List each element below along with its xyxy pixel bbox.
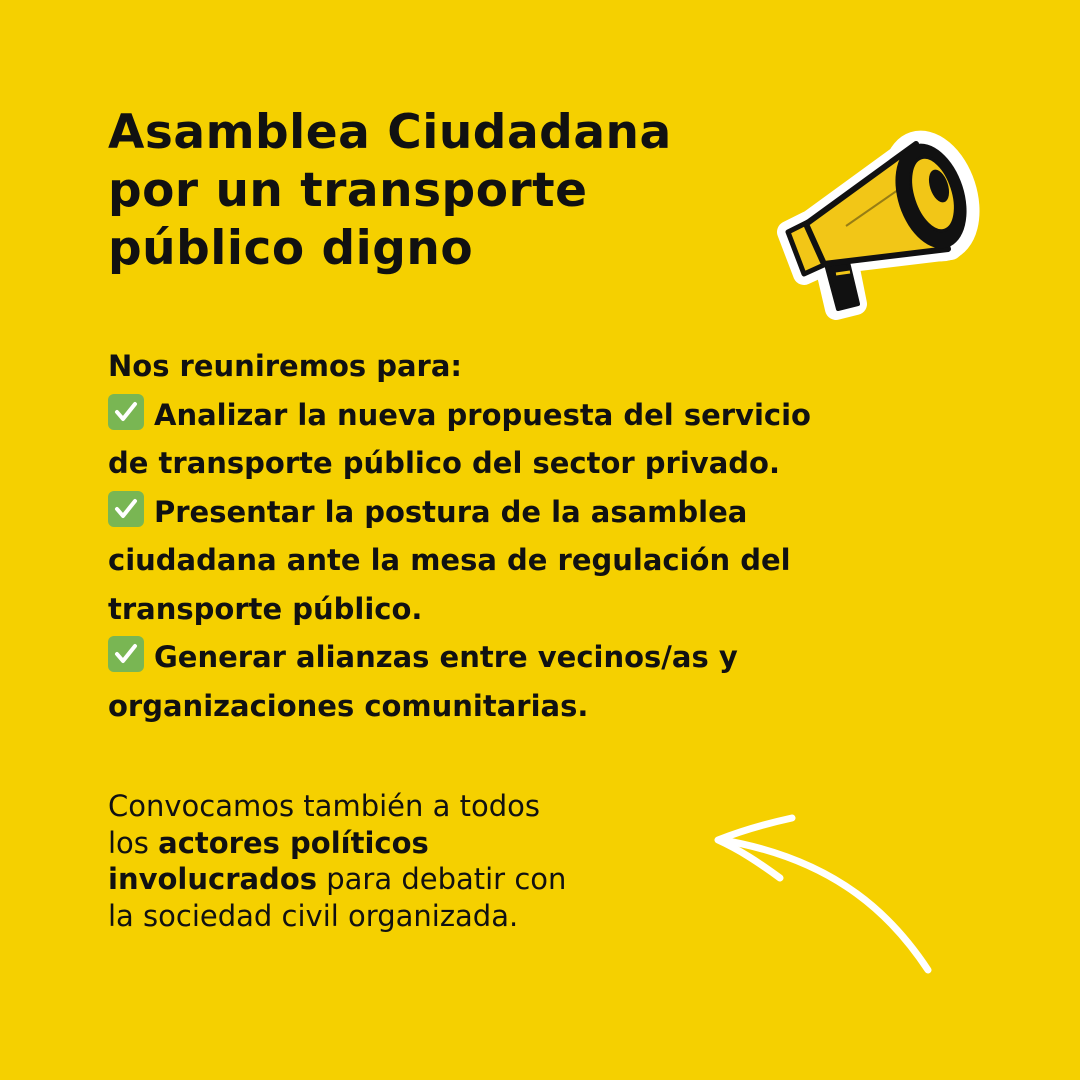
invitation-emphasis: actores políticos bbox=[158, 825, 429, 860]
agenda-item-1-line-2: de transporte público del sector privado. bbox=[108, 446, 780, 480]
agenda-item-2-line-2: ciudadana ante la mesa de regulación del bbox=[108, 543, 791, 577]
agenda-item-3-line-2: organizaciones comunitarias. bbox=[108, 688, 589, 723]
check-mark-icon bbox=[108, 491, 144, 527]
agenda-intro: Nos reuniremos para: bbox=[108, 349, 463, 383]
invitation-text-part: los bbox=[108, 825, 159, 860]
title-line-3: público digno bbox=[108, 221, 474, 276]
agenda-item-text: Analizar la nueva propuesta del servicio bbox=[154, 397, 811, 432]
invitation-line-2 bbox=[108, 825, 708, 862]
check-mark-icon bbox=[108, 394, 144, 430]
invitation-line-3 bbox=[108, 861, 708, 898]
invitation-emphasis: involucrados bbox=[108, 862, 318, 896]
invitation-line-4: la sociedad civil organizada. bbox=[108, 898, 519, 933]
invitation-text bbox=[108, 788, 708, 934]
title-line-2: por un transporte bbox=[108, 163, 588, 218]
agenda-item-text: Generar alianzas entre vecinos/as y bbox=[154, 640, 738, 674]
curved-arrow-icon bbox=[700, 800, 940, 980]
agenda-item-2-line-1 bbox=[108, 488, 988, 537]
invitation-text-part: para debatir con bbox=[317, 862, 567, 896]
poster-title bbox=[108, 104, 768, 278]
agenda-item-1-line-1 bbox=[108, 391, 988, 440]
agenda-item-text: Presentar la postura de la asamblea bbox=[154, 494, 748, 529]
agenda-item-3-line-1 bbox=[108, 633, 988, 682]
agenda-block bbox=[108, 342, 988, 730]
title-line-1: Asamblea Ciudadana bbox=[108, 105, 672, 160]
agenda-item-2-line-3: transporte público. bbox=[108, 591, 423, 626]
megaphone-icon bbox=[770, 108, 980, 328]
invitation-line-1: Convocamos también a todos bbox=[108, 789, 540, 823]
check-mark-icon bbox=[108, 636, 144, 672]
